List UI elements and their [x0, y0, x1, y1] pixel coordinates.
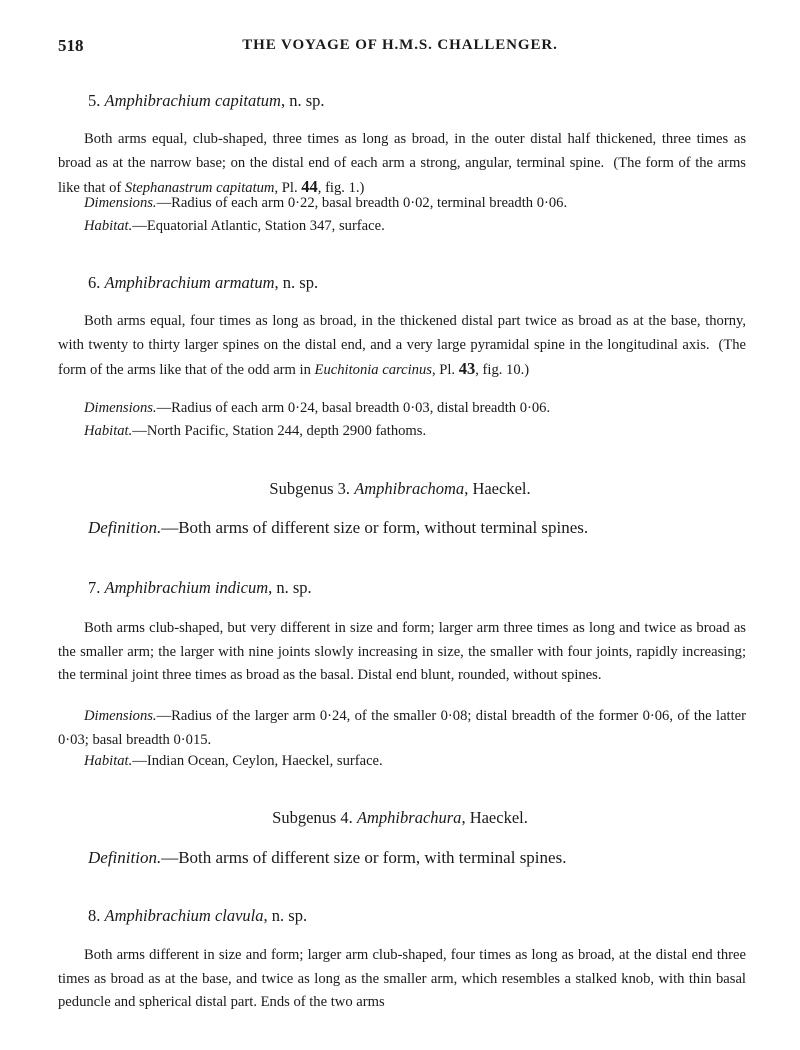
dimensions-text: —Radius of each arm 0·22, basal breadth 0·02, terminal breadth 0·06.	[156, 195, 568, 211]
dimensions-label: Dimensions.	[84, 195, 157, 211]
genus-name: Amphibrachium	[104, 906, 211, 925]
description-text: Both arms different in size and form; larger arm club-shaped, four times as long as broad, at the distal end three times as broad as at the base, and twice as long as the smaller arm, which resembles a stalked knob, with thin basal peduncle and spherical distal part. Ends of the two arms	[58, 947, 746, 1010]
habitat-text: —Equatorial Atlantic, Station 347, surface.	[132, 218, 385, 234]
comparison-text: (The form of the arms like that of	[58, 154, 746, 196]
description-8	[58, 944, 746, 1015]
description-7	[58, 617, 746, 688]
genus-name: Amphibrachium	[104, 578, 211, 597]
dimensions-text: —Radius of each arm 0·24, basal breadth 0·03, distal breadth 0·06.	[156, 400, 551, 416]
description-6	[58, 310, 746, 383]
species-number: 5.	[88, 91, 101, 110]
species-heading-6: 6. Amphibrachium armatum, n. sp.	[88, 273, 319, 292]
dimensions-text: —Radius of the larger arm 0·24, of the smaller 0·08; distal breadth of the former 0·06, of the latter 0·03; basal breadth 0·015.	[58, 708, 746, 748]
species-name: clavula	[214, 906, 264, 925]
species-name: capitatum	[214, 91, 281, 110]
subgenus-author: , Haeckel.	[464, 479, 531, 498]
species-note: n. sp.	[289, 91, 325, 110]
page-header	[58, 36, 742, 60]
comparison-text: (The form of the arms like that of the odd arm in	[58, 336, 747, 378]
subgenus-name: Amphibrachura	[356, 808, 462, 827]
species-note: n. sp.	[282, 273, 319, 292]
description-text: Both arms equal, four times as long as broad, in the thickened distal part twice as broad as at the base, thorny, with twenty to thirty larger spines on the distal end, and a very large pyramidal spine in the longitudinal axis.	[58, 313, 746, 353]
species-note: n. sp.	[271, 906, 308, 925]
comparison-taxon: Euchitonia carcinus	[314, 362, 432, 378]
habitat-6	[84, 420, 746, 444]
running-title: THE VOYAGE OF H.M.S. CHALLENGER.	[242, 37, 558, 53]
species-name: armatum	[214, 273, 275, 292]
subgenus-heading-3	[0, 479, 800, 499]
species-number: 8.	[88, 906, 101, 925]
species-name: indicum	[214, 578, 269, 597]
subgenus-definition-4	[88, 848, 566, 868]
species-note: n. sp.	[276, 578, 312, 597]
habitat-label: Habitat.	[84, 753, 133, 769]
description-5	[58, 128, 746, 201]
subgenus-name: Amphibrachoma	[354, 479, 465, 498]
definition-label: Definition.	[88, 848, 162, 867]
species-heading-5: 5. Amphibrachium capitatum, n. sp.	[88, 91, 325, 110]
habitat-5	[84, 215, 746, 239]
dimensions-label: Dimensions.	[84, 708, 157, 724]
subgenus-label: Subgenus 3.	[269, 479, 351, 498]
figure-ref: , fig. 1.)	[317, 180, 365, 196]
subgenus-heading-4	[0, 808, 800, 828]
description-text: Both arms club-shaped, but very different in size and form; larger arm three times as long and twice as broad as the smaller arm; the larger with nine joints slowly increasing in size, the smaller with four joints, rapidly increasing; the terminal joint three times as broad as the basal. Distal end blunt, rounded, without spines.	[58, 620, 746, 683]
dimensions-6	[84, 397, 746, 421]
dimensions-5	[84, 192, 746, 216]
genus-name: Amphibrachium	[104, 91, 211, 110]
habitat-7	[84, 750, 746, 774]
species-heading-8: 8. Amphibrachium clavula, n. sp.	[88, 906, 308, 925]
subgenus-definition-3	[88, 518, 588, 538]
habitat-text: —Indian Ocean, Ceylon, Haeckel, surface.	[132, 753, 383, 769]
plate-prefix: , Pl.	[431, 362, 456, 378]
figure-ref: , fig. 10.)	[475, 362, 530, 378]
page-number: 518	[58, 36, 84, 55]
plate-prefix: , Pl.	[274, 180, 298, 196]
habitat-label: Habitat.	[84, 423, 133, 439]
definition-text: —Both arms of different size or form, without terminal spines.	[161, 518, 589, 537]
subgenus-label: Subgenus 4.	[272, 808, 353, 827]
plate-number: 43	[458, 359, 476, 378]
species-heading-7: 7. Amphibrachium indicum, n. sp.	[88, 578, 312, 597]
definition-text: —Both arms of different size or form, with terminal spines.	[161, 848, 567, 867]
dimensions-7	[58, 705, 746, 752]
species-number: 6.	[88, 273, 101, 292]
definition-label: Definition.	[88, 518, 162, 537]
comparison-taxon: Stephanastrum capitatum	[124, 180, 275, 196]
genus-name: Amphibrachium	[104, 273, 211, 292]
habitat-label: Habitat.	[84, 218, 133, 234]
plate-number: 44	[301, 177, 318, 196]
dimensions-label: Dimensions.	[84, 400, 157, 416]
description-text: Both arms equal, club-shaped, three times as long as broad, in the outer distal half thickened, three times as broad as at the narrow base; on the distal end of each arm a strong, angular, terminal spine.	[58, 131, 746, 171]
habitat-text: —North Pacific, Station 244, depth 2900 fathoms.	[132, 423, 427, 439]
species-number: 7.	[88, 578, 101, 597]
subgenus-author: , Haeckel.	[461, 808, 528, 827]
